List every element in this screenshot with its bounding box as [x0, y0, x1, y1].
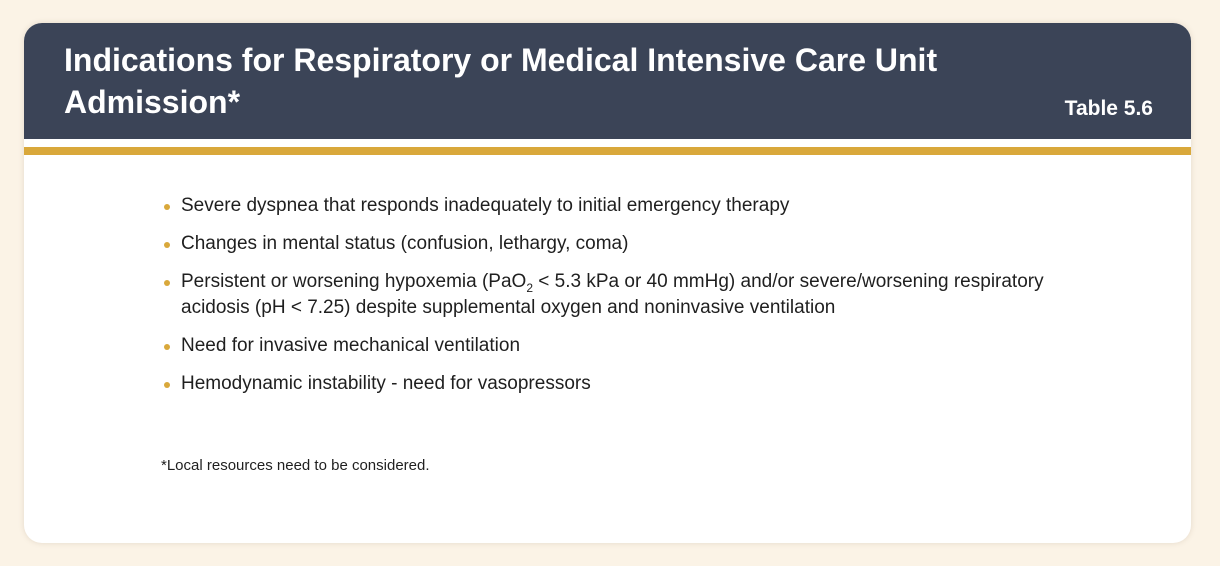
bullet-icon — [164, 204, 170, 210]
indication-item — [164, 371, 1084, 397]
header-accent-divider — [24, 147, 1191, 155]
indication-item — [164, 269, 1084, 321]
bullet-icon — [164, 242, 170, 248]
table-number-label: Table 5.6 — [1064, 97, 1153, 120]
bullet-icon — [164, 344, 170, 350]
indication-text: Hemodynamic instability - need for vasopressors — [181, 373, 591, 394]
indication-text: Need for invasive mechanical ventilation — [181, 335, 521, 356]
bullet-icon — [164, 382, 170, 388]
indication-text — [181, 271, 1044, 318]
footnote: *Local resources need to be considered. — [161, 457, 430, 474]
indication-text: Changes in mental status (confusion, lethargy, coma) — [181, 233, 629, 254]
indication-item — [164, 333, 1084, 359]
indication-text-part: Persistent or worsening hypoxemia (PaO — [181, 271, 527, 292]
indication-item — [164, 231, 1084, 257]
subscript-text: 2 — [526, 280, 534, 295]
indication-text: Severe dyspnea that responds inadequately to initial emergency therapy — [181, 195, 790, 216]
indication-text-part: < 5.3 kPa or 40 mmHg) and/or severe/worsening respiratory acidosis (pH < 7.25) despite supplemental oxygen and noninvasive ventilation — [181, 271, 1044, 318]
table-title: Indications for Respiratory or Medical Intensive Care Unit Admission* — [64, 42, 938, 120]
table-header — [24, 23, 1191, 139]
table-card — [24, 23, 1191, 543]
indication-item — [164, 193, 1084, 219]
indication-list — [164, 193, 1084, 409]
bullet-icon — [164, 280, 170, 286]
